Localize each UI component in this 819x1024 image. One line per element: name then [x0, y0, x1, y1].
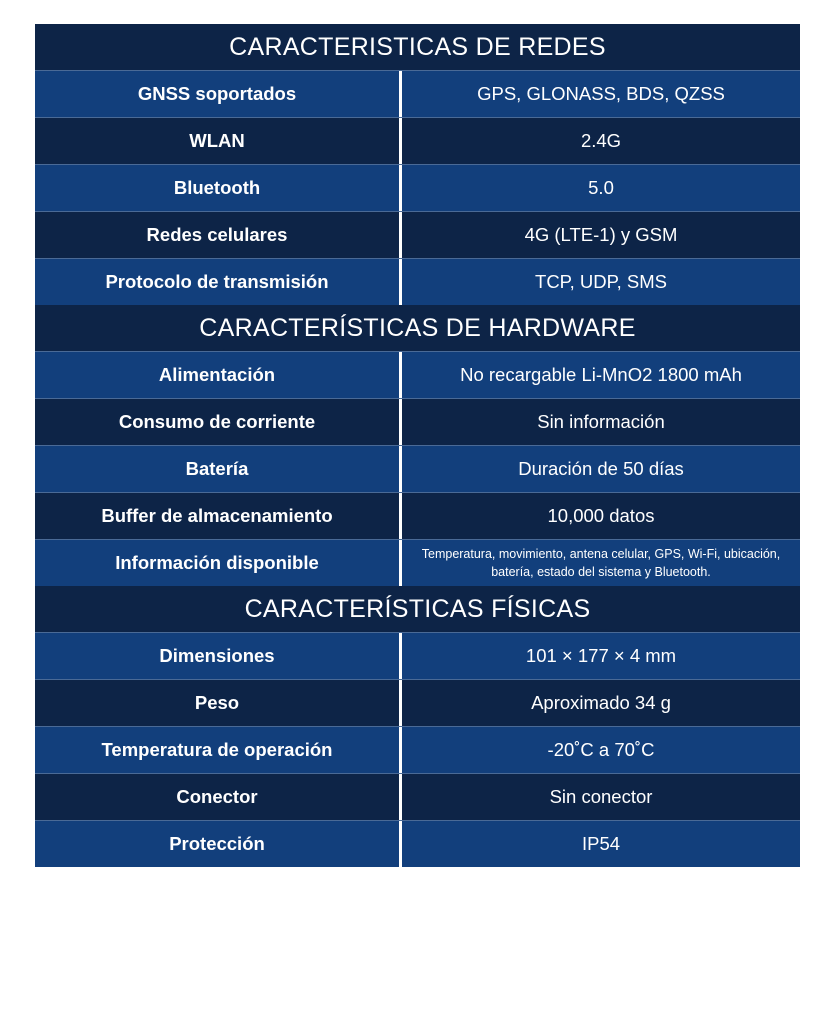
row-label: Conector: [35, 774, 402, 820]
row-value: TCP, UDP, SMS: [535, 271, 667, 292]
row-label: Redes celulares: [35, 212, 402, 258]
row-label: Protección: [35, 821, 402, 867]
row-label: Consumo de corriente: [35, 399, 402, 445]
table-row: [35, 445, 800, 492]
section-header-fisicas: CARACTERÍSTICAS FÍSICAS: [35, 586, 800, 632]
table-row: [35, 117, 800, 164]
row-value: 4G (LTE-1) y GSM: [524, 224, 678, 245]
table-row: [35, 820, 800, 867]
table-row: [35, 492, 800, 539]
row-label: Peso: [35, 680, 402, 726]
table-row: [35, 632, 800, 679]
row-value: Duración de 50 días: [518, 458, 684, 479]
row-value: 10,000 datos: [547, 505, 655, 526]
row-value: No recargable Li-MnO2 1800 mAh: [460, 364, 742, 385]
table-row: [35, 70, 800, 117]
table-row: [35, 398, 800, 445]
row-value: GPS, GLONASS, BDS, QZSS: [477, 83, 725, 104]
row-value: 2.4G: [580, 130, 622, 151]
table-row: [35, 726, 800, 773]
section-header-hardware: CARACTERÍSTICAS DE HARDWARE: [35, 305, 800, 351]
row-value: Sin información: [537, 411, 665, 432]
row-label: Temperatura de operación: [35, 727, 402, 773]
table-row: [35, 679, 800, 726]
table-row: [35, 351, 800, 398]
row-label: Batería: [35, 446, 402, 492]
table-row: [35, 258, 800, 305]
table-row: [35, 211, 800, 258]
row-label: Dimensiones: [35, 633, 402, 679]
row-label: Alimentación: [35, 352, 402, 398]
row-label: Bluetooth: [35, 165, 402, 211]
spec-table: [35, 24, 800, 867]
table-row: [35, 164, 800, 211]
row-value: Aproximado 34 g: [531, 692, 671, 713]
row-label: WLAN: [35, 118, 402, 164]
section-header-redes: CARACTERISTICAS DE REDES: [35, 24, 800, 70]
row-label: Protocolo de transmisión: [35, 259, 402, 305]
row-label: GNSS soportados: [35, 71, 402, 117]
row-value: Sin conector: [549, 786, 653, 807]
row-label: Buffer de almacenamiento: [35, 493, 402, 539]
table-row: [35, 773, 800, 820]
row-label: Información disponible: [35, 540, 402, 586]
table-row: [35, 539, 800, 586]
row-value: 5.0: [588, 177, 614, 198]
row-value: 101 × 177 × 4 mm: [525, 645, 677, 666]
row-value: -20˚C a 70˚C: [547, 739, 655, 760]
row-value: IP54: [581, 833, 621, 854]
row-value: Temperatura, movimiento, antena celular, GPS, Wi-Fi, ubicación, batería, estado del sistema y Bluetooth.: [421, 547, 781, 579]
